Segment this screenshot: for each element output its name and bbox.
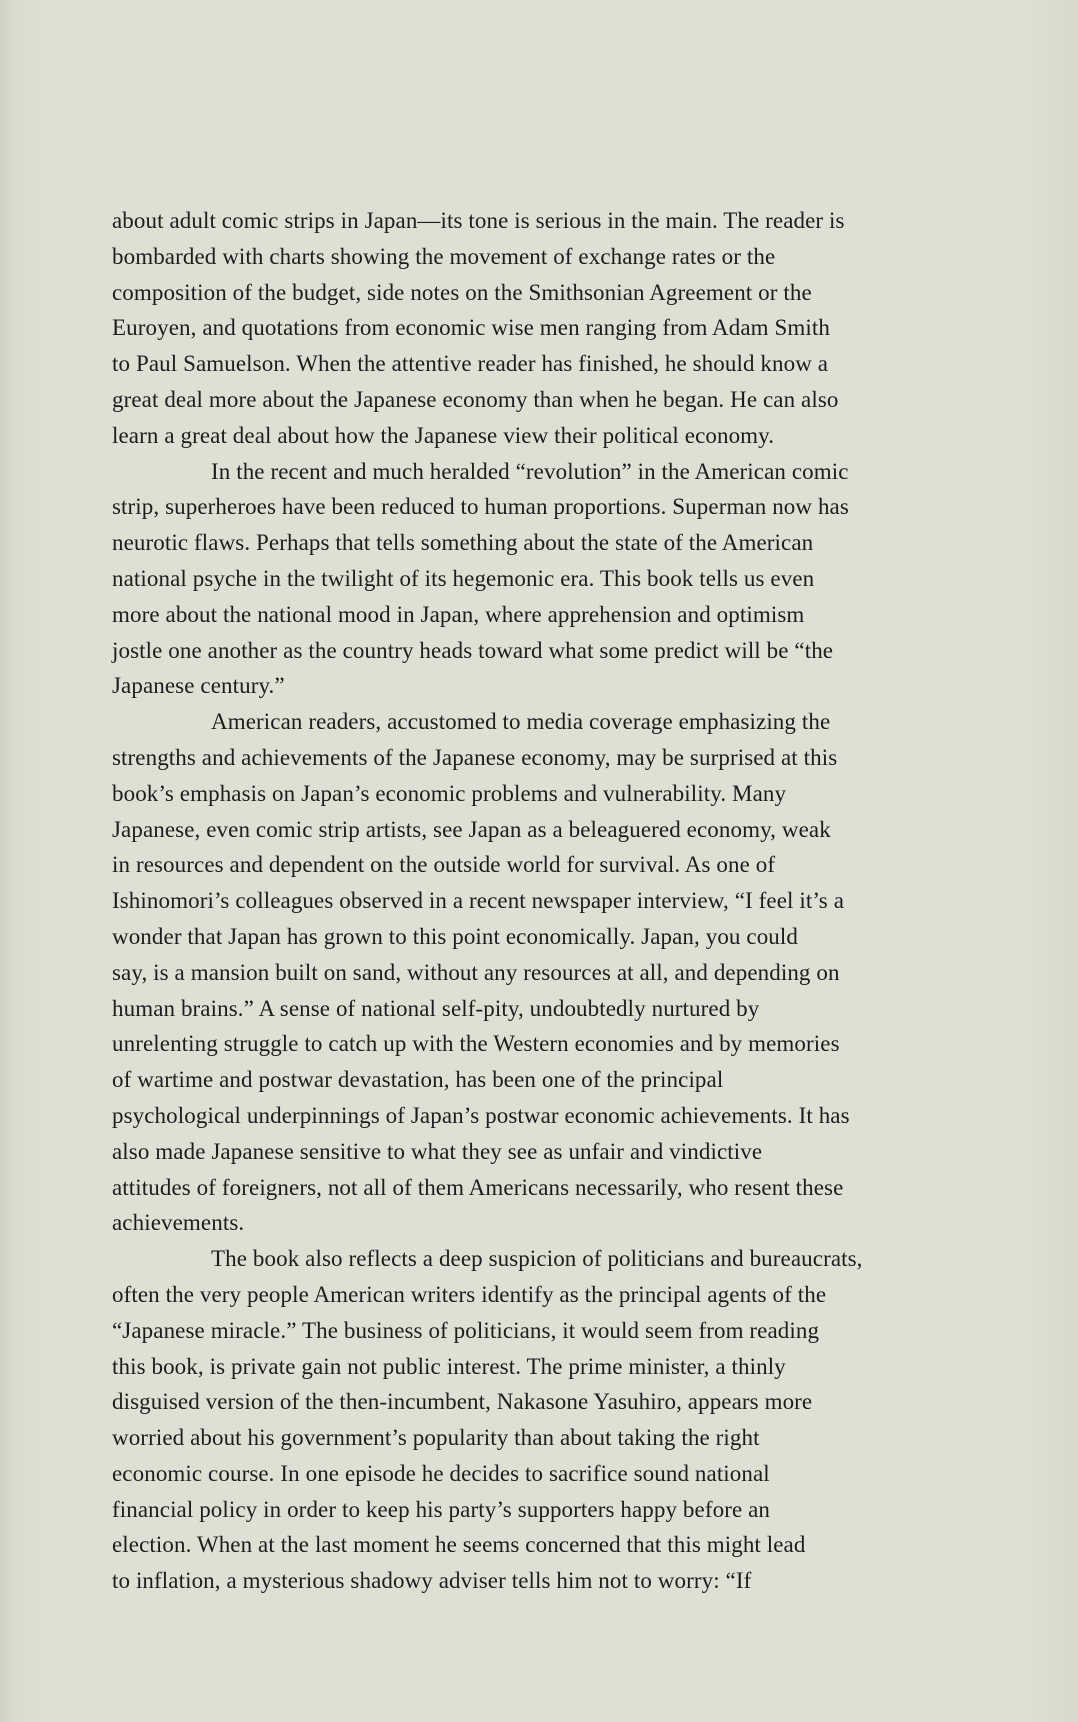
text-line: In the recent and much heralded “revolution” in the American comic [211,458,849,484]
text-line: to inflation, a mysterious shadowy adviser tells him not to worry: “If [112,1568,752,1594]
text-line: great deal more about the Japanese economy than when he began. He can also [112,386,839,412]
text-line: Euroyen, and quotations from economic wise men ranging from Adam Smith [112,315,830,341]
body-text [112,203,978,1599]
text-line: say, is a mansion built on sand, without any resources at all, and depending on [112,959,840,985]
text-line: wonder that Japan has grown to this point economically. Japan, you could [112,923,798,949]
text-line: psychological underpinnings of Japan’s postwar economic achievements. It has [112,1102,850,1128]
text-line: about adult comic strips in Japan—its tone is serious in the main. The reader is [112,208,845,233]
text-line: Ishinomori’s colleagues observed in a recent newspaper interview, “I feel it’s a [112,888,845,914]
text-line: economic course. In one episode he decides to sacrifice sound national [112,1460,770,1486]
paragraph [112,203,978,454]
text-line: strengths and achievements of the Japanese economy, may be surprised at this [112,744,838,770]
text-line: human brains.” A sense of national self-pity, undoubtedly nurtured by [112,995,760,1021]
text-line: also made Japanese sensitive to what they see as unfair and vindictive [112,1138,763,1164]
paragraph [112,1241,978,1599]
text-line: often the very people American writers identify as the principal agents of the [112,1281,827,1307]
text-line: book’s emphasis on Japan’s economic problems and vulnerability. Many [112,780,787,806]
text-line: composition of the budget, side notes on the Smithsonian Agreement or the [112,279,812,305]
text-line: learn a great deal about how the Japanese view their political economy. [112,422,775,448]
text-line: neurotic flaws. Perhaps that tells something about the state of the American [112,530,814,556]
text-line: attitudes of foreigners, not all of them Americans necessarily, who resent these [112,1174,844,1200]
text-line: in resources and dependent on the outside world for survival. As one of [112,852,776,878]
text-line: Japanese century.” [112,673,285,699]
text-line: of wartime and postwar devastation, has been one of the principal [112,1067,724,1093]
text-line: worried about his government’s popularity than about taking the right [112,1425,760,1451]
text-line: American readers, accustomed to media coverage emphasizing the [211,709,831,735]
text-line: The book also reflects a deep suspicion of politicians and bureaucrats, [211,1246,863,1272]
text-line: unrelenting struggle to catch up with the Western economies and by memories [112,1031,840,1057]
text-line: Japanese, even comic strip artists, see Japan as a beleaguered economy, weak [112,816,831,842]
text-line: more about the national mood in Japan, where apprehension and optimism [112,601,805,627]
text-line: achievements. [112,1210,245,1236]
paragraph [112,704,978,1241]
text-line: “Japanese miracle.” The business of politicians, it would seem from reading [112,1317,820,1343]
text-line: financial policy in order to keep his party’s supporters happy before an [112,1496,771,1522]
text-line: bombarded with charts showing the movement of exchange rates or the [112,243,776,269]
text-line: election. When at the last moment he seems concerned that this might lead [112,1532,806,1558]
text-line: this book, is private gain not public interest. The prime minister, a thinly [112,1353,786,1379]
text-line: jostle one another as the country heads toward what some predict will be “the [112,637,834,663]
paragraph [112,454,978,705]
text-line: disguised version of the then-incumbent, Nakasone Yasuhiro, appears more [112,1389,813,1415]
text-line: strip, superheroes have been reduced to human proportions. Superman now has [112,494,849,520]
text-line: national psyche in the twilight of its hegemonic era. This book tells us even [112,565,815,591]
text-line: to Paul Samuelson. When the attentive reader has finished, he should know a [112,351,829,377]
